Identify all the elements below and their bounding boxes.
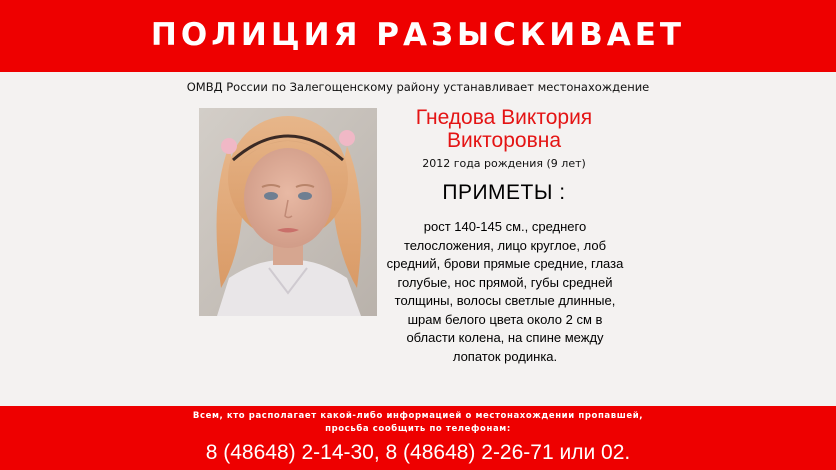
signs-title: ПРИМЕТЫ : <box>442 181 566 204</box>
person-name-line1: Гнедова Виктория <box>415 106 593 129</box>
signs-line: телосложения, лицо круглое, лоб <box>403 237 607 253</box>
signs-line: толщины, волосы светлые длинные, <box>394 293 616 308</box>
header-banner <box>0 0 836 72</box>
signs-line: средний, брови прямые средние, глаза <box>386 256 624 271</box>
footer-phones: 8 (48648) 2-14-30, 8 (48648) 2-26-71 или 02. <box>205 441 631 464</box>
missing-person-photo <box>199 108 377 316</box>
signs-line: лопаток родинка. <box>452 348 558 364</box>
footer-banner <box>0 406 836 470</box>
signs-line: рост 140-145 см., среднего <box>423 219 587 234</box>
signs-line: голубые, нос прямой, губы средней <box>397 274 613 290</box>
birth-info: 2012 года рождения (9 лет) <box>422 157 586 170</box>
person-name-line2: Викторовна <box>446 129 561 152</box>
person-name <box>398 106 610 152</box>
signs-description <box>380 218 630 366</box>
signs-line: шрам белого цвета около 2 см в <box>407 311 603 327</box>
footer-request: просьба сообщить по телефонам: <box>325 424 511 434</box>
subtitle: ОМВД России по Залегощенскому району устанавливает местонахождение <box>186 80 650 94</box>
header-title: ПОЛИЦИЯ РАЗЫСКИВАЕТ <box>150 17 686 53</box>
footer-appeal: Всем, кто располагает какой-либо информацией о местонахождении пропавшей, <box>192 411 644 421</box>
signs-line: области колена, на спине между <box>406 330 604 345</box>
